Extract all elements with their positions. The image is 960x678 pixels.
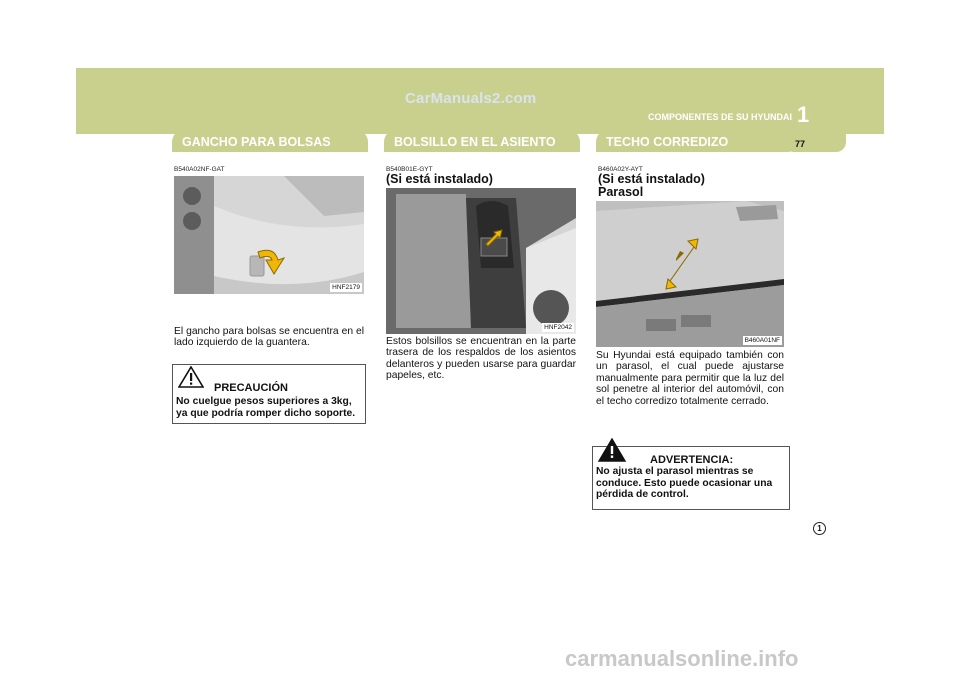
- page-number: 77: [795, 139, 806, 149]
- seatback-pocket-photo: [386, 188, 576, 334]
- section-code: B540A02NF-GAT: [174, 166, 225, 173]
- image-label: B460A01NF: [744, 337, 780, 344]
- circled-page-marker: 1: [813, 522, 826, 535]
- section-subtitle: (Si está instalado): [598, 172, 705, 186]
- warning-text: No ajusta el parasol mientras se conduce. Esto puede ocasionar una pérdida de control.: [596, 466, 773, 501]
- warning-triangle-icon: [178, 366, 204, 388]
- tab-gancho-para-bolsas: GANCHO PARA BOLSAS: [172, 130, 368, 152]
- section-subtitle: (Si está instalado): [386, 172, 493, 186]
- techo-body-text: Su Hyundai está equipado también con un parasol, el cual puede ajustarse manualmente para permitir que la luz del sol penetre al interior del automóvil, con el techo corredizo totalmente cerrado.: [596, 350, 784, 407]
- chapter-number: 1: [797, 102, 810, 127]
- glovebox-hook-photo: [174, 176, 364, 294]
- image-label: HNF2042: [544, 324, 572, 331]
- section-code: B540B01E-GYT: [386, 166, 433, 173]
- warning-title: ADVERTENCIA:: [650, 454, 734, 466]
- sunshade-photo: [596, 201, 784, 347]
- tab-techo-corredizo: TECHO CORREDIZO: [596, 130, 790, 152]
- section-code: B460A02Y-AYT: [598, 166, 643, 173]
- glovebox-hook-illustration: [174, 176, 364, 294]
- section-subtitle-parasol: Parasol: [598, 185, 644, 199]
- image-label: HNF2179: [332, 284, 360, 291]
- warning-triangle-icon: [598, 438, 626, 462]
- bolsillo-body-text: Estos bolsillos se encuentran en la parte trasera de los respaldos de los asientos delanteros y pueden usarse para guardar papeles, etc.: [386, 336, 576, 382]
- caution-text: No cuelgue pesos superiores a 3kg, ya que podría romper dicho soporte.: [176, 396, 356, 419]
- sunshade-illustration: [596, 201, 784, 347]
- watermark-bottom: carmanualsonline.info: [565, 646, 799, 671]
- chapter-title: COMPONENTES DE SU HYUNDAI: [648, 112, 793, 122]
- gancho-body-text: El gancho para bolsas se encuentra en el lado izquierdo de la guantera.: [174, 326, 364, 349]
- seatback-pocket-illustration: [386, 188, 576, 334]
- tab-bolsillo-en-el-asiento: BOLSILLO EN EL ASIENTO: [384, 130, 580, 152]
- watermark-top: CarManuals2.com: [405, 90, 537, 107]
- caution-title: PRECAUCIÓN: [214, 382, 288, 394]
- page-number-tab: [784, 134, 846, 152]
